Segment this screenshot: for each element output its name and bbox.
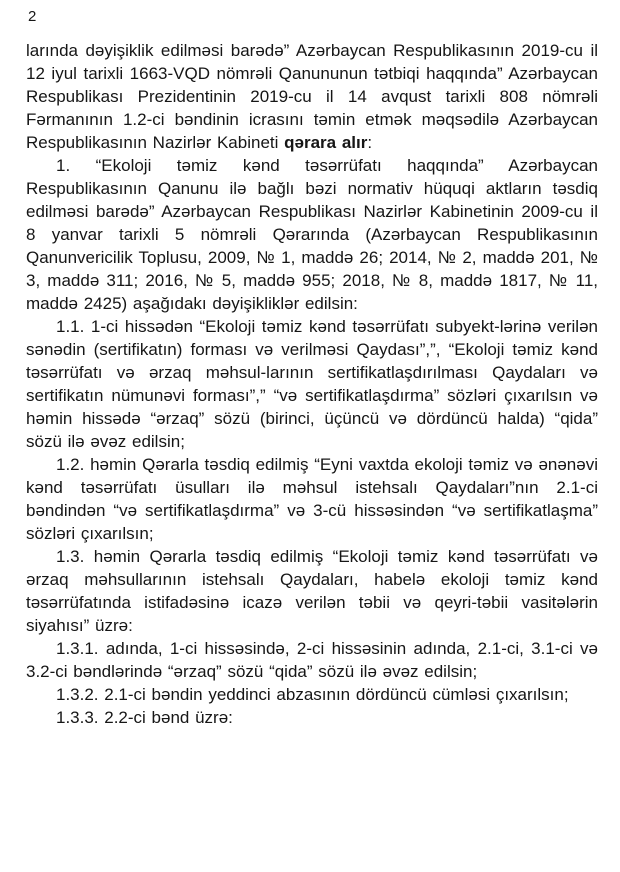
intro-text-end: : xyxy=(367,133,373,152)
document-body xyxy=(26,39,598,729)
paragraph-clause-1: 1. “Ekoloji təmiz kənd təsərrüfatı haqqında” Azərbaycan Respublikasının Qanunu ilə bağlı bəzi normativ hüquqi aktların təsdiq edilməsi barədə” Azərbaycan Respublikası Nazirlər Kabinetinin 2009-cu il 8 yanvar tarixli 5 nömrəli Qərarında (Azərbaycan Respublikasının Qanunvericilik Toplusu, 2009, № 1, maddə 26; 2014, № 2, maddə 201, № 3, maddə 311; 2016, № 5, maddə 955; 2018, № 8, maddə 1817, № 11, maddə 2425) aşağıdakı dəyişikliklər edilsin: xyxy=(26,156,598,313)
paragraph-clause-1-3-3: 1.3.3. 2.2-ci bənd üzrə: xyxy=(56,708,233,727)
paragraph-clause-1-3: 1.3. həmin Qərarla təsdiq edilmiş “Ekoloji təmiz kənd təsərrüfatı və ərzaq məhsullarının istehsalı Qaydaları, habelə ekoloji təmiz kənd təsərrüfatında istifadəsinə icazə verilən təbii və qeyri-təbii vasitələrin siyahısı” üzrə: xyxy=(26,547,598,635)
intro-text: larında dəyişiklik edilməsi barədə” Azərbaycan Respublikasının 2019-cu il 12 iyul tarixli 1663-VQD nömrəli Qanununun tətbiqi haqqında” Azərbaycan Respublikası Prezidentinin 2019-cu il 14 avqust tarixli 808 nömrəli Fərmanının 1.2-ci bəndinin icrasını təmin etmək məqsədilə Azərbaycan Respublikasının Nazirlər Kabineti xyxy=(26,41,598,152)
decree-phrase: qərara alır xyxy=(284,133,368,152)
paragraph-clause-1-3-1: 1.3.1. adında, 1-ci hissəsində, 2-ci hissəsinin adında, 2.1-ci, 3.1-ci və 3.2-ci bəndlərində “ərzaq” sözü “qida” sözü ilə əvəz edilsin; xyxy=(26,639,598,681)
paragraph-intro xyxy=(26,39,598,154)
page-number: 2 xyxy=(28,8,37,25)
paragraph-clause-1-2: 1.2. həmin Qərarla təsdiq edilmiş “Eyni vaxtda ekoloji təmiz və ənənəvi kənd təsərrüfatı üsulları ilə məhsul istehsalı Qaydaları”nın 2.1-ci bəndindən “və sertifikatlaşdırma” və 3-cü hissəsindən “və sertifikatlaşma” sözləri çıxarılsın; xyxy=(26,455,598,543)
paragraph-clause-1-1: 1.1. 1-ci hissədən “Ekoloji təmiz kənd təsərrüfatı subyekt-lərinə verilən sənədin (sertifikatın) forması və verilməsi Qaydası”,”, “Ekoloji təmiz kənd təsərrüfatı və ərzaq məhsul-larının sertifikatlaşdırılması Qaydaları və sertifikatın nümunəvi forması”,” “və sertifikatlaşdırma” sözləri çıxarılsın və həmin hissədə “ərzaq” sözü (birinci, üçüncü və dördüncü halda) “qida” sözü ilə əvəz edilsin; xyxy=(26,317,598,451)
paragraph-clause-1-3-2: 1.3.2. 2.1-ci bəndin yeddinci abzasının dördüncü cümləsi çıxarılsın; xyxy=(56,685,569,704)
